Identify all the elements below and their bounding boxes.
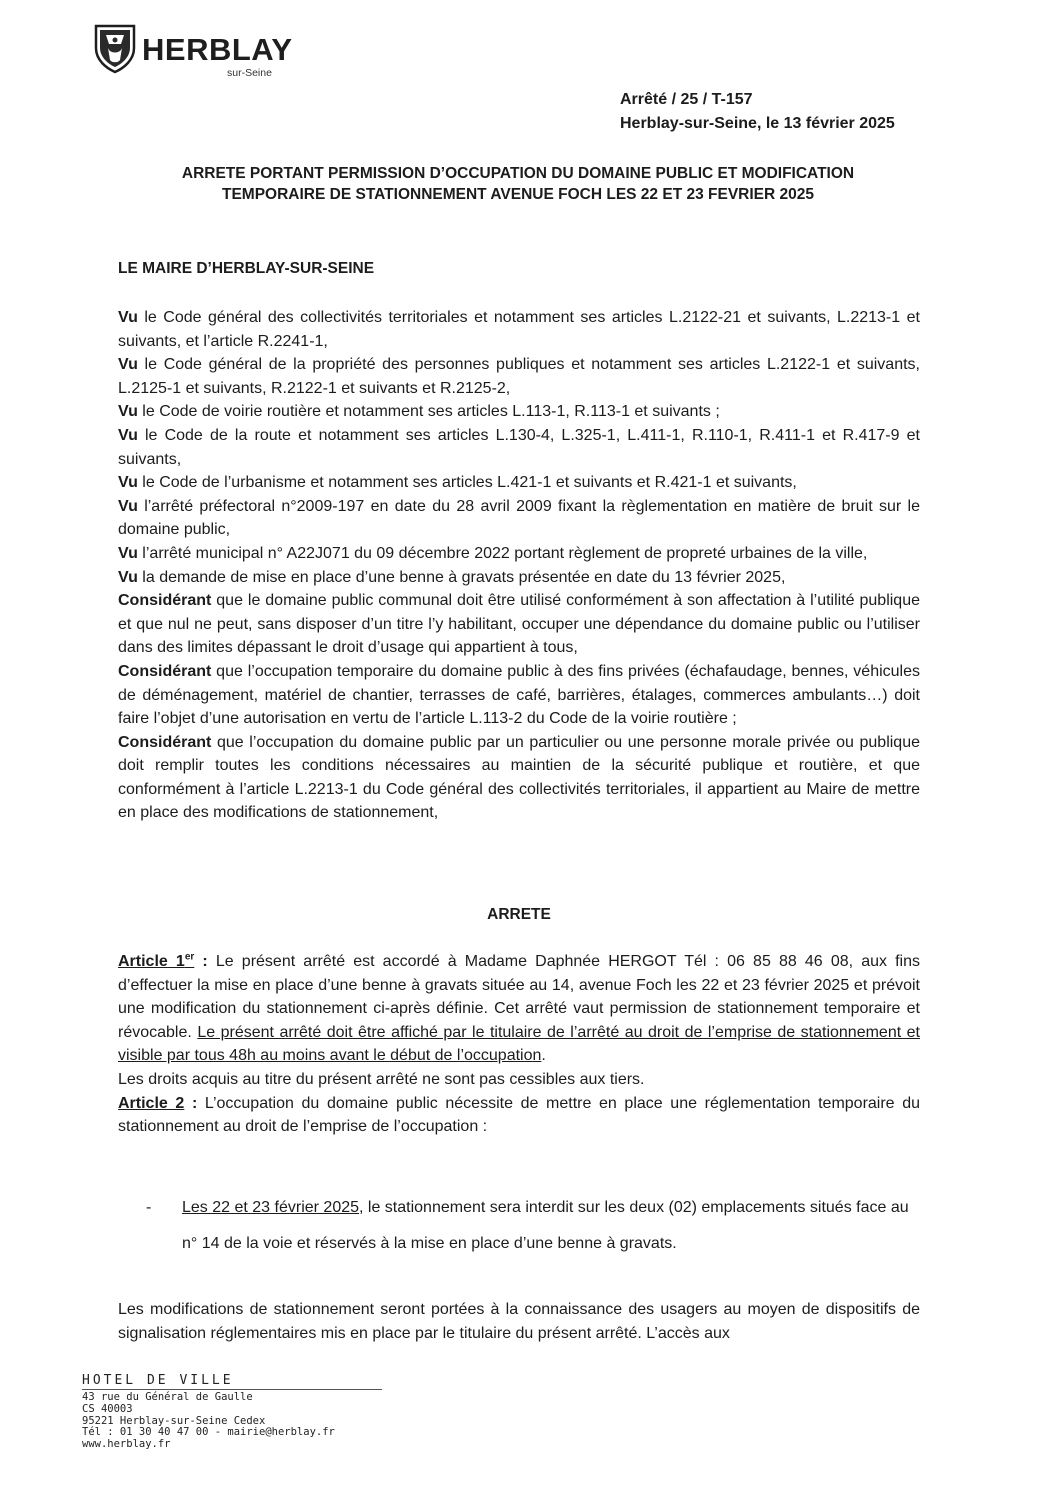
preamble xyxy=(118,306,920,825)
consideration-paragraph xyxy=(118,731,920,825)
visa-text: la demande de mise en place d’une benne à gravats présentée en date du 13 février 2025, xyxy=(137,568,786,586)
article-1-text: Le présent arrêté est accordé à Madame Daphnée HERGOT Tél : 06 85 88 46 08, aux fins d’effectuer la mise en place d’une benne à gravats située au 14, avenue Foch les 22 et 23 février 2025 et prévoit une modification du stationnement ci-après définie. Cet arrêté vaut permission de stationnement temporaire et révocable. xyxy=(118,953,921,1041)
bullet-dash: - xyxy=(146,1199,152,1216)
decree-title-line1: ARRETE PORTANT PERMISSION D’OCCUPATION DU DOMAINE PUBLIC ET MODIFICATION xyxy=(181,165,855,182)
visa-text: l’arrêté municipal n° A22J071 du 09 décembre 2022 portant règlement de propreté urbaines de la ville, xyxy=(137,544,868,562)
visa-lead: Vu xyxy=(118,309,138,326)
article-2: Article 2 : L’occupation du domaine public nécessite de mettre en place une réglementation temporaire du stationnement au droit de l’emprise de l’occupation : xyxy=(118,1094,921,1136)
visa-paragraph xyxy=(118,306,920,353)
place-date: Herblay-sur-Seine, le 13 février 2025 xyxy=(620,115,895,132)
articles xyxy=(118,950,920,1139)
visa-paragraph xyxy=(118,542,920,566)
footer-title: HOTEL DE VILLE xyxy=(82,1373,234,1388)
visa-text: le Code de voirie routière et notamment ses articles L.113-1, R.113-1 et suivants ; xyxy=(137,403,720,421)
visa-text: le Code de la route et notamment ses articles L.130-4, L.325-1, L.411-1, R.110-1, R.411-1 et R.417-9 et suivants, xyxy=(118,426,920,468)
city-crest-icon xyxy=(92,22,138,74)
decree-title xyxy=(118,163,918,205)
visa-text: le Code de l’urbanisme et notamment ses articles L.421-1 et suivants et R.421-1 et suivants, xyxy=(137,474,797,492)
article-1: Article 1er : Le présent arrêté est accordé à Madame Daphnée HERGOT Tél : 06 85 88 46 08, aux fins d’effectuer la mise en place d’une benne à gravats située au 14, avenue Foch les 22 et 23 février 2025 et prévoit une modification du stationnement ci-après définie. Cet arrêté vaut permission de stationnement temporaire et révocable. Le présent arrêté doit être affiché par le titulaire de l’arrêté au droit de l’emprise de stationnement et visible par tous 48h au moins avant le début de l’occupation. xyxy=(118,951,921,1065)
footer-website: www.herblay.fr xyxy=(82,1438,171,1451)
reference-block xyxy=(620,88,895,136)
visa-text: le Code général de la propriété des personnes publiques et notamment ses articles L.2122-1 et suivants, L.2125-1 et suivants, R.2122-1 et suivants et R.2125-2, xyxy=(118,356,920,397)
consideration-lead: Considérant xyxy=(118,592,212,610)
article-1-display-notice: Le présent arrêté doit être affiché par le titulaire de l’arrêté au droit de l’emprise de stationnement et visible par tous 48h au moins avant le début de l’occupation xyxy=(118,1023,920,1065)
decree-reference: Arrêté / 25 / T-157 xyxy=(620,91,753,108)
closing-paragraph: Les modifications de stationnement seront portées à la connaissance des usagers au moyen de dispositifs de signalisation réglementaires mis en place par le titulaire du présent arrêté. L’accès aux xyxy=(118,1301,920,1342)
visa-lead: Vu xyxy=(118,356,138,374)
parking-restriction-item xyxy=(146,1190,926,1262)
footer-address xyxy=(82,1374,382,1451)
visa-paragraph xyxy=(118,495,920,542)
footer-contact: Tél : 01 30 40 47 00 - mairie@herblay.fr xyxy=(82,1426,335,1439)
consideration-paragraph xyxy=(118,589,920,660)
visa-lead: Vu xyxy=(118,403,138,421)
article-2-label: Article 2 xyxy=(118,1094,185,1112)
mayor-heading: LE MAIRE D’HERBLAY-SUR-SEINE xyxy=(118,260,375,277)
visa-lead: Vu xyxy=(118,426,138,444)
decree-title-line2: TEMPORAIRE DE STATIONNEMENT AVENUE FOCH LES 22 ET 23 FEVRIER 2025 xyxy=(222,186,814,203)
visa-paragraph xyxy=(118,400,920,424)
arrete-heading: ARRETE xyxy=(487,906,551,923)
consideration-text: que le domaine public communal doit être utilisé conformément à son affectation à l’utilité publique et que nul ne peut, sans disposer d’un titre l’y habilitant, occuper une dépendance du domaine public ou l’utiliser dans des limites dépassant le droit d’usage qui appartient à tous, xyxy=(118,592,920,657)
consideration-lead: Considérant xyxy=(118,733,212,751)
footer-cs: CS 40003 xyxy=(82,1402,133,1415)
visa-paragraph xyxy=(118,424,920,471)
consideration-lead: Considérant xyxy=(118,662,212,680)
consideration-text: que l’occupation temporaire du domaine public à des fins privées (échafaudage, bennes, véhicules de déménagement, matériel de chantier, terrasses de café, barrières, étalages, commerces ambulants…) doit faire l’objet d’une autorisation en vertu de l’article L.113-2 du Code de la voirie routière ; xyxy=(118,662,920,728)
visa-text: le Code général des collectivités territoriales et notamment ses articles L.2122-21 et suivants, L.2213-1 et suivants, et l’article R.2241-1, xyxy=(118,309,920,350)
footer-divider xyxy=(82,1389,382,1390)
restriction-text: , le stationnement sera interdit sur les deux (02) emplacements situés face au n° 14 de la voie et réservés à la mise en place d’une benne à gravats. xyxy=(182,1199,909,1252)
visa-lead: Vu xyxy=(118,544,138,562)
footer-street: 43 rue du Général de Gaulle xyxy=(82,1391,253,1403)
visa-paragraph xyxy=(118,471,920,495)
logo-subtitle: sur-Seine xyxy=(227,67,272,79)
visa-lead: Vu xyxy=(118,474,138,492)
footer-city: 95221 Herblay-sur-Seine Cedex xyxy=(82,1414,266,1427)
article-1-label: Article 1er xyxy=(118,951,195,970)
restriction-dates: Les 22 et 23 février 2025 xyxy=(182,1199,360,1216)
article-2-text: L’occupation du domaine public nécessite de mettre en place une réglementation temporaire du stationnement au droit de l’emprise de l’occupation : xyxy=(118,1094,921,1136)
article-1-tail: Les droits acquis au titre du présent arrêté ne sont pas cessibles aux tiers. xyxy=(118,1070,645,1088)
visa-paragraph xyxy=(118,566,920,590)
visa-paragraph xyxy=(118,353,920,400)
visa-lead: Vu xyxy=(118,497,138,515)
consideration-paragraph xyxy=(118,660,920,731)
consideration-text: que l’occupation du domaine public par un particulier ou une personne morale privée ou publique doit remplir toutes les conditions nécessaires au maintien de la sécurité publique et routière, et que conformément à l’article L.2213-1 du Code général des collectivités territoriales, il appartient au Maire de mettre en place des modifications de stationnement, xyxy=(118,733,920,822)
visa-lead: Vu xyxy=(118,568,138,586)
logo-name: HERBLAY xyxy=(142,32,293,67)
visa-text: l’arrêté préfectoral n°2009-197 en date du 28 avril 2009 fixant la règlementation en matière de bruit sur le domaine public, xyxy=(118,497,920,539)
